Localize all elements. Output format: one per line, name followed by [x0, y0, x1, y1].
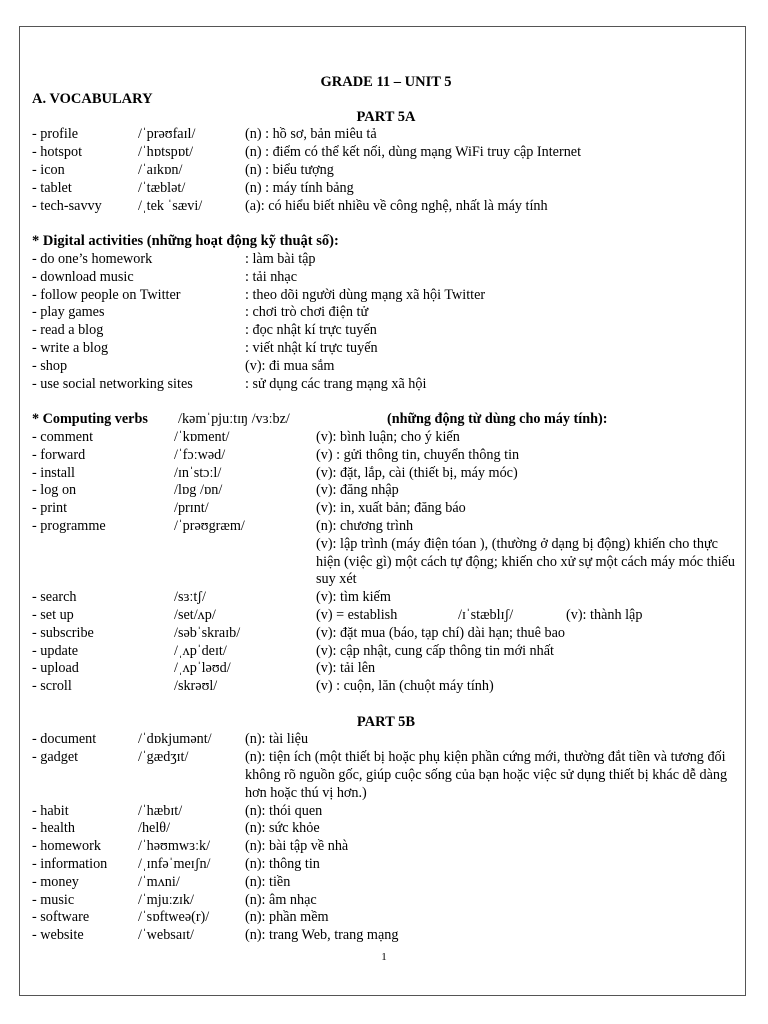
verb-meaning: (v): cập nhật, cung cấp thông tin mới nhất [316, 642, 554, 659]
verb-word: - print [32, 500, 68, 517]
verb-row [32, 482, 740, 500]
spacer [32, 696, 740, 714]
verb-row [32, 589, 740, 607]
vocab-meaning: (n): bài tập về nhà [245, 838, 349, 855]
activity-row [32, 304, 740, 322]
vocab-ipa: /ˌɪnfəˈmeɪʃn/ [138, 856, 211, 873]
vocab-word: - money [32, 873, 79, 890]
section-a-heading: A. VOCABULARY [32, 90, 153, 107]
verb-meaning: (v): tải lên [316, 660, 376, 677]
activity-row [32, 340, 740, 358]
computing-verbs-ipa: /kəmˈpjuːtɪŋ /vɜːbz/ [178, 411, 290, 428]
activity-phrase: - use social networking sites [32, 375, 193, 392]
verb-word: - comment [32, 428, 94, 445]
activity-phrase: - download music [32, 268, 134, 285]
vocab-ipa: /ˈtæblət/ [138, 179, 186, 196]
part-5a-list [32, 126, 740, 215]
verb-meaning: (v): tìm kiếm [316, 589, 391, 606]
vocab-row [32, 162, 740, 180]
computing-verbs-heading [32, 411, 740, 429]
vocab-row [32, 856, 740, 874]
vocab-meaning: (n) : biểu tượng [245, 161, 334, 178]
vocab-ipa: /ˈgædʒɪt/ [138, 749, 189, 766]
vocab-row [32, 892, 740, 910]
verb-row-continued [32, 536, 740, 589]
activity-meaning: : viết nhật kí trực tuyến [245, 339, 378, 356]
verb-word: - set up [32, 606, 74, 623]
vocab-word: - music [32, 891, 75, 908]
part-5b-heading: PART 5B [356, 713, 416, 730]
activity-phrase: - do one’s homework [32, 250, 153, 267]
verb-word: - upload [32, 660, 79, 677]
part-5b-list [32, 731, 740, 945]
computing-verbs-list [32, 429, 740, 696]
verb-ipa: /ˌʌpˈdeɪt/ [174, 642, 227, 659]
page-number: 1 [381, 951, 387, 963]
vocab-word: - tablet [32, 179, 72, 196]
verb-meaning: (v): đăng nhập [316, 482, 399, 499]
verb-row [32, 429, 740, 447]
computing-verbs-vietnamese: (những động từ dùng cho máy tính): [387, 411, 608, 428]
verb-ipa: /lɒg /ɒn/ [174, 482, 223, 499]
activity-phrase: - shop [32, 357, 68, 374]
verb-meaning: (v): đặt, lắp, cài (thiết bị, máy móc) [316, 464, 518, 481]
vocab-meaning: (n): thói quen [245, 802, 323, 819]
vocab-ipa: /ˈhəʊmwɜːk/ [138, 838, 211, 855]
activity-meaning: : theo dõi người dùng mạng xã hội Twitter [245, 286, 486, 303]
vocab-row [32, 909, 740, 927]
activity-row [32, 287, 740, 305]
verb-row [32, 678, 740, 696]
verb-word: - update [32, 642, 79, 659]
vocab-word: - information [32, 856, 108, 873]
computing-verbs-title: * Computing verbs [32, 411, 148, 428]
verb-ipa: /ɪnˈstɔːl/ [174, 464, 222, 481]
vocab-ipa: /ˈhɒtspɒt/ [138, 144, 194, 161]
vocab-meaning: (a): có hiểu biết nhiều về công nghệ, nhất là máy tính [245, 197, 548, 214]
verb-meaning-secondary: (v): thành lập [566, 606, 643, 623]
vocab-meaning: (n): thông tin [245, 856, 320, 873]
verb-ipa: /set/ʌp/ [174, 606, 216, 623]
verb-meaning: (n): chương trình [316, 517, 414, 534]
vocab-row [32, 198, 740, 216]
verb-word: - forward [32, 446, 86, 463]
verb-meaning-extra: (v): lập trình (máy điện tóan ), (thường ở dạng bị động) khiến cho thực hiện (việc gì) một cách tự động; khiến cho xử sự một cách máy móc thiếu suy xét [316, 535, 736, 588]
verb-word: - scroll [32, 678, 72, 695]
vocab-word: - homework [32, 838, 101, 855]
vocab-meaning: (n): phần mềm [245, 909, 329, 926]
vocab-word: - hotspot [32, 144, 83, 161]
vocab-row [32, 838, 740, 856]
vocab-word: - gadget [32, 749, 79, 766]
vocab-row [32, 803, 740, 821]
vocab-ipa: /ˈsɒftweə(r)/ [138, 909, 210, 926]
verb-meaning: (v) : cuộn, lăn (chuột máy tính) [316, 678, 494, 695]
activity-meaning: : làm bài tập [245, 250, 316, 267]
activity-row [32, 376, 740, 394]
activity-meaning: : tải nhạc [245, 268, 297, 285]
activity-row [32, 251, 740, 269]
verb-ipa: /prɪnt/ [174, 500, 209, 517]
part-5a-heading: PART 5A [356, 108, 416, 125]
vocab-ipa: /ˈwebsaɪt/ [138, 927, 194, 944]
vocab-word: - tech-savvy [32, 197, 102, 214]
verb-row [32, 500, 740, 518]
spacer [32, 393, 740, 411]
verb-ipa: /ˌʌpˈləʊd/ [174, 660, 231, 677]
vocab-ipa: /ˈaɪkɒn/ [138, 161, 183, 178]
verb-meaning: (v): bình luận; cho ý kiến [316, 428, 460, 445]
verb-meaning: (v) = establish [316, 606, 398, 623]
activity-meaning: : sử dụng các trang mạng xã hội [245, 375, 427, 392]
vocab-meaning: (n) : máy tính bảng [245, 179, 354, 196]
verb-word: - search [32, 589, 77, 606]
vocab-ipa: /ˈhæbɪt/ [138, 802, 183, 819]
verb-row [32, 660, 740, 678]
vocab-word: - website [32, 927, 84, 944]
activity-phrase: - play games [32, 304, 105, 321]
vocab-row [32, 126, 740, 144]
vocab-meaning: (n): âm nhạc [245, 891, 317, 908]
vocab-ipa: /ˈmʌni/ [138, 873, 180, 890]
vocab-row [32, 749, 740, 802]
verb-word: - install [32, 464, 75, 481]
verb-row [32, 518, 740, 536]
vocab-meaning: (n): tiền [245, 873, 291, 890]
vocab-row [32, 874, 740, 892]
verb-ipa-secondary: /ɪˈstæblɪʃ/ [458, 606, 514, 623]
vocab-word: - document [32, 731, 97, 748]
vocab-word: - profile [32, 126, 79, 143]
verb-row [32, 643, 740, 661]
activity-meaning: : đọc nhật kí trực tuyến [245, 322, 377, 339]
vocab-ipa: /helθ/ [138, 820, 171, 837]
activity-meaning: : chơi trò chơi điện tử [245, 304, 369, 321]
verb-ipa: /ˈprəʊgræm/ [174, 517, 245, 534]
vocab-meaning: (n): trang Web, trang mạng [245, 927, 399, 944]
verb-meaning: (v): in, xuất bản; đăng báo [316, 500, 466, 517]
digital-activities-heading: * Digital activities (những hoạt động kỹ thuật số): [32, 233, 339, 250]
activity-phrase: - follow people on Twitter [32, 286, 181, 303]
vocab-ipa: /ˌtek ˈsævi/ [138, 197, 203, 214]
vocab-row [32, 180, 740, 198]
digital-activities-list [32, 251, 740, 393]
vocab-row [32, 927, 740, 945]
verb-word: - log on [32, 482, 77, 499]
vocab-row [32, 731, 740, 749]
activity-row [32, 269, 740, 287]
verb-ipa: /ˈkɒment/ [174, 428, 230, 445]
vocab-word: - software [32, 909, 90, 926]
vocab-ipa: /ˈdɒkjumənt/ [138, 731, 212, 748]
activity-row [32, 358, 740, 376]
activity-meaning: (v): đi mua sắm [245, 357, 335, 374]
vocab-meaning: (n) : hồ sơ, bản miêu tả [245, 126, 377, 143]
verb-row [32, 465, 740, 483]
verb-ipa: /skrəʊl/ [174, 678, 218, 695]
vocab-meaning: (n) : điểm có thể kết nối, dùng mạng WiFi truy cập Internet [245, 144, 582, 161]
vocab-word: - health [32, 820, 75, 837]
verb-row [32, 607, 740, 625]
verb-word: - programme [32, 517, 106, 534]
vocab-ipa: /ˈprəʊfaɪl/ [138, 126, 196, 143]
verb-row [32, 447, 740, 465]
vocab-meaning: (n): tiện ích (một thiết bị hoặc phụ kiện phần cứng mới, thường đắt tiền và tương đối không rõ nguồn gốc, giúp cuộc sống của bạn hoặc việc sử dụng thiết bị khác dễ dàng hơn hoặc thú vị hơn.) [245, 749, 728, 801]
activity-phrase: - write a blog [32, 339, 109, 356]
verb-ipa: /ˈfɔːwəd/ [174, 446, 226, 463]
vocab-row [32, 820, 740, 838]
vocab-word: - habit [32, 802, 69, 819]
vocab-word: - icon [32, 161, 65, 178]
vocab-meaning: (n): tài liệu [245, 731, 309, 748]
verb-word: - subscribe [32, 624, 94, 641]
verb-ipa: /sɜːtʃ/ [174, 589, 206, 606]
vocab-row [32, 144, 740, 162]
verb-ipa: /səbˈskraɪb/ [174, 624, 241, 641]
document-content [32, 74, 740, 945]
verb-row [32, 625, 740, 643]
verb-meaning: (v) : gửi thông tin, chuyển thông tin [316, 446, 520, 463]
spacer [32, 215, 740, 233]
activity-phrase: - read a blog [32, 322, 104, 339]
activity-row [32, 322, 740, 340]
vocab-meaning: (n): sức khỏe [245, 820, 320, 837]
vocab-ipa: /ˈmjuːzɪk/ [138, 891, 194, 908]
verb-meaning: (v): đặt mua (báo, tạp chí) dài hạn; thuê bao [316, 624, 565, 641]
document-title: GRADE 11 – UNIT 5 [320, 74, 452, 90]
